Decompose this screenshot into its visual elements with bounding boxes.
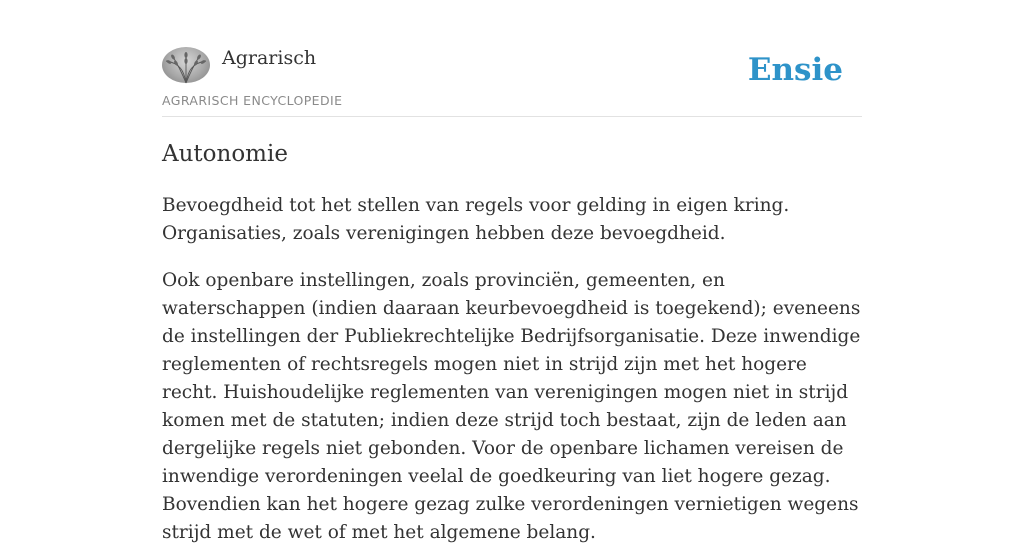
wheat-icon[interactable] bbox=[162, 47, 210, 83]
article bbox=[162, 138, 862, 547]
header bbox=[162, 44, 862, 117]
article-paragraph-2: Ook openbare instellingen, zoals provinciën, gemeenten, en waterschappen (indien daaraan keurbevoegdheid is toegekend); eveneens de instellingen der Publiekrechtelijke Bedrijfsorganisatie. Deze inwendige reglementen of rechtsregels mogen niet in strijd zijn met het hogere recht. Huishoudelijke reglementen van verenigingen mogen niet in strijd komen met de statuten; indien deze strijd toch bestaat, zijn de leden aan dergelijke regels niet gebonden. Voor de openbare lichamen vereisen de inwendige verordeningen veelal de goedkeuring van liet hogere gezag. Bovendien kan het hogere gezag zulke verordeningen vernietigen wegens strijd met de wet of met het algemene belang. bbox=[162, 270, 861, 543]
article-title: Autonomie bbox=[162, 141, 288, 167]
article-paragraph-1: Bevoegdheid tot het stellen van regels voor gelding in eigen kring. Organisaties, zoals verenigingen hebben deze bevoegdheid. bbox=[162, 195, 790, 244]
book-subtitle[interactable]: AGRARISCH ENCYCLOPEDIE bbox=[162, 93, 343, 108]
book-title[interactable]: Agrarisch bbox=[222, 47, 317, 69]
brand-logo[interactable]: Ensie bbox=[747, 52, 843, 88]
